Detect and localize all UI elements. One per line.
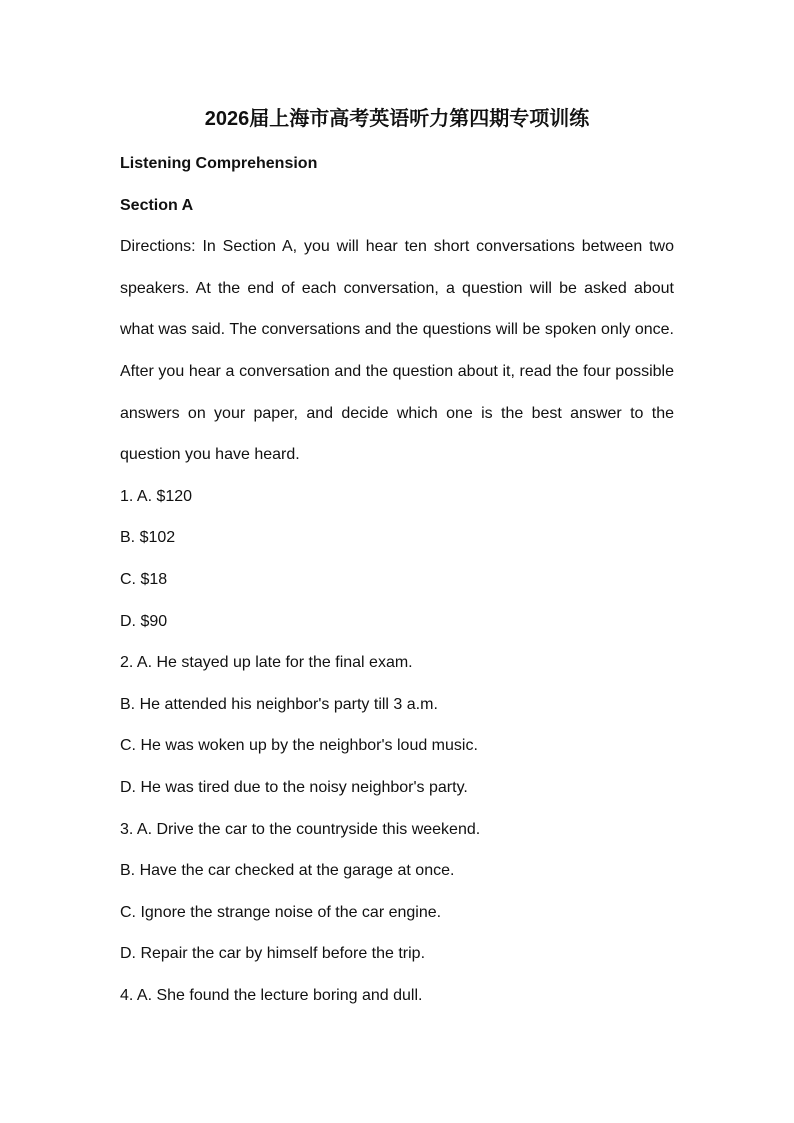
section-heading: Section A [120,196,194,214]
option-1c: C. $18 [120,570,168,588]
option-2d: D. He was tired due to the noisy neighbor's party. [120,778,468,796]
option-3d: D. Repair the car by himself before the trip. [120,945,426,963]
part-heading: Listening Comprehension [120,155,318,172]
question-3 [120,809,674,975]
option-3c: C. Ignore the strange noise of the car engine. [120,903,442,921]
option-2c: C. He was woken up by the neighbor's loud music. [120,737,478,755]
option-3b: B. Have the car checked at the garage at once. [120,862,455,880]
question-2 [120,642,674,808]
directions-paragraph: Directions: In Section A, you will hear ten short conversations between two speakers. At the end of each conversation, a question will be asked about what was said. The conversations and the questions will be spoken only once. After you hear a conversation and the question about it, read the four possible answers on your paper, and decide which one is the best answer to the question you have heard. [120,238,674,464]
option-4a: 4. A. She found the lecture boring and dull. [120,986,423,1004]
question-4 [120,975,674,1017]
document-body [120,143,674,1016]
page-title: 2026届上海市高考英语听力第四期专项训练 [204,108,590,130]
option-2a: 2. A. He stayed up late for the final exam. [120,654,413,672]
option-3a: 3. A. Drive the car to the countryside this weekend. [120,820,481,838]
option-1d: D. $90 [120,612,168,630]
option-1a: 1. A. $120 [120,487,193,505]
question-1 [120,476,674,642]
option-1b: B. $102 [120,529,176,547]
option-2b: B. He attended his neighbor's party till 3 a.m. [120,695,438,713]
